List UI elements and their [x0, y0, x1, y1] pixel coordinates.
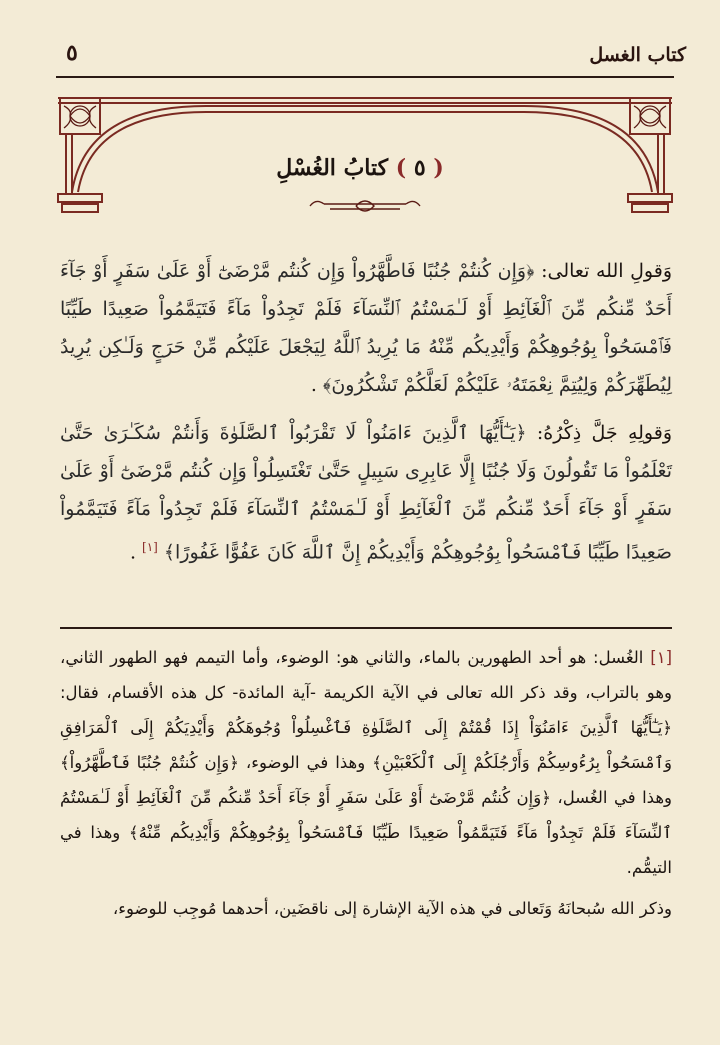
chapter-title-text: كتابُ الغُسْلِ [276, 155, 389, 181]
paragraph-2 [60, 414, 672, 571]
footnote-text: وذكر الله سُبحانَهُ وَتَعالى في هذه الآية الإشارة إلى ناقضَين، أحدهما مُوجِب للوضوء، [112, 899, 672, 918]
main-text [60, 252, 672, 581]
footnotes [60, 640, 672, 932]
paragraph-end: . [310, 374, 317, 396]
paragraph-intro: وَقولِهِ جَلَّ ذِكْرُهُ: [536, 422, 673, 444]
header-rule [56, 76, 674, 78]
footnote-text: الغُسل: هو أحد الطهورين بالماء، والثاني هو: الوضوء، وأما التيمم فهو الطهور الثاني، وهو بالتراب، وقد ذكر الله تعالى في الآية الكريمة -آية المائدة- كل هذه الأقسام، فقال: ﴿يَـٰٓأَيُّهَا ٱلَّذِينَ ءَامَنُوٓاْ إِذَا قُمْتُمْ إِلَى ٱلصَّلَوٰةِ فَٱغْسِلُواْ وُجُوهَكُمْ وَأَيْدِيَكُمْ إِلَى ٱلْمَرَافِقِ وَٱمْسَحُواْ بِرُءُوسِكُمْ وَأَرْجُلَكُمْ إِلَى ٱلْكَعْبَيْنِ﴾ وهذا في الوضوء، ﴿وَإِن كُنتُمْ جُنُبًا فَٱطَّهَّرُواْ﴾ وهذا في الغُسل، ﴿وَإِن كُنتُم مَّرْضَىٰٓ أَوْ عَلَىٰ سَفَرٍ أَوْ جَآءَ أَحَدٌ مِّنكُم مِّنَ ٱلْغَآئِطِ أَوْ لَـٰمَسْتُمُ ٱلنِّسَآءَ فَلَمْ تَجِدُواْ مَآءً فَتَيَمَّمُواْ صَعِيدًا طَيِّبًا فَٱمْسَحُواْ بِوُجُوهِكُمْ وَأَيْدِيكُم مِّنْهُ﴾ وهذا في التيمُّم. [60, 648, 672, 877]
quran-quote: ﴿يَـٰٓأَيُّهَا ٱلَّذِينَ ءَامَنُواْ لَا تَقْرَبُواْ ٱلصَّلَوٰةَ وَأَنتُمْ سُكَـٰرَىٰ حَتَّىٰ تَعْلَمُواْ مَا تَقُولُونَ وَلَا جُنُبًا إِلَّا عَابِرِى سَبِيلٍ حَتَّىٰ تَغْتَسِلُواْ وَإِن كُنتُم مَّرْضَىٰٓ أَوْ عَلَىٰ سَفَرٍ أَوْ جَآءَ أَحَدٌ مِّنكُم مِّنَ ٱلْغَآئِطِ أَوْ لَـٰمَسْتُمُ ٱلنِّسَآءَ فَلَمْ تَجِدُواْ مَآءً فَتَيَمَّمُواْ صَعِيدًا طَيِّبًا فَٱمْسَحُواْ بِوُجُوهِكُمْ وَأَيْدِيكُمْ إِنَّ ٱللَّهَ كَانَ عَفُوًّا غَفُورًا﴾ [60, 422, 672, 564]
footnote-1 [60, 640, 672, 885]
chapter-close-paren: ) [395, 155, 407, 181]
chapter-number: ٥ [413, 155, 426, 181]
running-header-title: كتاب الغسل [589, 44, 686, 66]
page-number: ٥ [66, 40, 78, 66]
paragraph-end: . [129, 541, 136, 564]
quran-quote: ﴿وَإِن كُنتُمْ جُنُبًا فَاطَّهَّرُواْ وَإِن كُنتُم مَّرْضَىٰٓ أَوْ عَلَىٰ سَفَرٍ أَوْ جَآءَ أَحَدٌ مِّنكُم مِّنَ ٱلْغَآئِطِ أَوْ لَـٰمَسْتُمُ ٱلنِّسَآءَ فَلَمْ تَجِدُواْ مَآءً فَتَيَمَّمُواْ صَعِيدًا طَيِّبًا فَٱمْسَحُواْ بِوُجُوهِكُمْ وَأَيْدِيكُم مِّنْهُ مَا يُرِيدُ ٱللَّهُ لِيَجْعَلَ عَلَيْكُم مِّنْ حَرَجٍ وَلَـٰكِن يُرِيدُ لِيُطَهِّرَكُمْ وَلِيُتِمَّ نِعْمَتَهُۥ عَلَيْكُمْ لَعَلَّكُمْ تَشْكُرُونَ﴾ [60, 260, 672, 396]
chapter-open-paren: ( [433, 155, 444, 181]
footnote-separator [60, 627, 672, 629]
paragraph-intro: وَقولِ الله تعالى: [541, 260, 673, 282]
chapter-heading [0, 155, 720, 181]
footnote-number: [١] [650, 648, 672, 667]
footnote-continuation [60, 891, 672, 926]
paragraph-1 [60, 252, 672, 404]
footnote-reference[interactable]: [١] [142, 540, 158, 554]
